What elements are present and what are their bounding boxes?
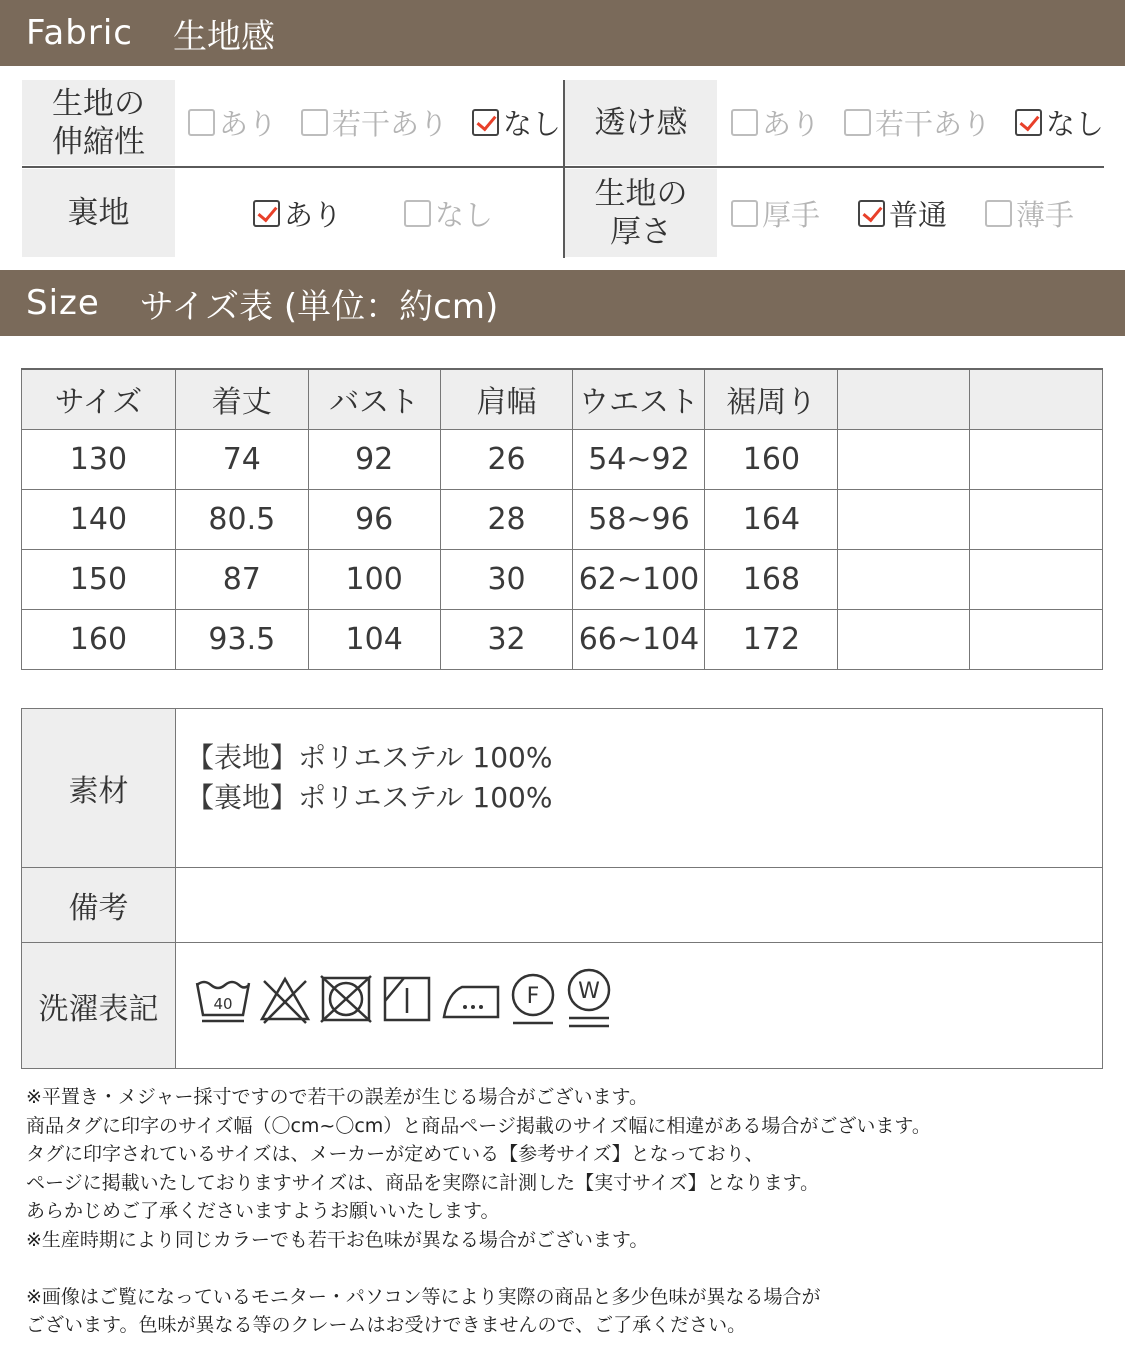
lining-label: [22, 169, 175, 257]
thickness-label-line1: 生地の: [594, 176, 688, 212]
option-label: 若干あり: [875, 107, 992, 141]
note-line: 商品タグに印字のサイズ幅（〇cm~〇cm）と商品ページ掲載のサイズ幅に相違がある場合がございます。: [26, 1114, 931, 1137]
cell: 130: [22, 429, 176, 489]
cell: 100: [308, 549, 440, 609]
remarks-row: [22, 868, 1103, 943]
thickness-option-thick[interactable]: [731, 193, 820, 234]
cell: [970, 489, 1103, 549]
cell: 172: [705, 609, 838, 669]
cell: 93.5: [175, 609, 308, 669]
drip-dry-shade-icon: [380, 971, 434, 1027]
sheer-option-yes[interactable]: [731, 102, 820, 143]
checkbox-icon: [985, 200, 1012, 227]
cell: 92: [308, 429, 440, 489]
cell: 104: [308, 609, 440, 669]
option-label: 薄手: [1016, 197, 1075, 232]
lining-label-text: 裏地: [67, 195, 130, 231]
checkbox-icon: [731, 200, 758, 227]
stretch-label-line2: 伸縮性: [52, 123, 145, 160]
cell: [838, 429, 970, 489]
option-label: なし: [1046, 107, 1105, 141]
sheer-label-text: 透け感: [594, 104, 688, 141]
cell: [838, 489, 970, 549]
size-header-jp: サイズ表 (単位：約cm): [139, 286, 499, 327]
table-row: [22, 609, 1103, 669]
stretch-option-yes[interactable]: [188, 102, 277, 143]
cell: 150: [22, 549, 176, 609]
thickness-option-normal[interactable]: [858, 193, 947, 234]
lining-option-no[interactable]: [404, 193, 493, 234]
sheer-options: [731, 80, 1104, 165]
option-label: 若干あり: [332, 107, 449, 141]
header-shoulder: 肩幅: [440, 369, 573, 429]
cell: 96: [308, 489, 440, 549]
stretch-option-slight[interactable]: [301, 102, 448, 143]
cell: 164: [705, 489, 838, 549]
option-label: あり: [762, 107, 821, 141]
material-row: [22, 709, 1103, 868]
size-table: [21, 368, 1103, 670]
remarks-label: 備考: [22, 868, 176, 943]
checkbox-icon: [188, 109, 215, 136]
cell: 62~100: [573, 549, 705, 609]
option-label: なし: [435, 197, 494, 232]
table-row: [22, 489, 1103, 549]
cell: 168: [705, 549, 838, 609]
laundry-content: [176, 943, 1103, 1069]
wet-clean-letter: W: [578, 978, 600, 1004]
thickness-label: [565, 169, 717, 257]
iron-low-icon: [440, 971, 502, 1027]
checkbox-icon: [404, 200, 431, 227]
note-line: ございます。色味が異なる等のクレームはお受けできませんので、ご了承ください。: [26, 1314, 747, 1336]
stretch-options: [188, 80, 585, 165]
info-table: [21, 708, 1103, 1069]
option-label: 厚手: [762, 197, 821, 232]
cell: 30: [440, 549, 573, 609]
no-bleach-icon: [258, 971, 312, 1027]
cell: [838, 549, 970, 609]
thickness-option-thin[interactable]: [985, 193, 1074, 234]
checkbox-icon: [844, 109, 871, 136]
cell: [970, 549, 1103, 609]
cell: 54~92: [573, 429, 705, 489]
size-header-en: Size: [26, 283, 100, 323]
cell: 74: [175, 429, 308, 489]
cell: 80.5: [175, 489, 308, 549]
checked-checkbox-icon: [472, 109, 499, 136]
material-content: [176, 709, 1103, 868]
header-waist: ウエスト: [573, 369, 705, 429]
option-label: なし: [503, 107, 562, 141]
table-row: [22, 429, 1103, 489]
option-label: あり: [219, 107, 278, 141]
material-line-lining: 【裏地】ポリエステル 100%: [186, 781, 553, 814]
fabric-section-header: [0, 0, 1125, 66]
cell: 58~96: [573, 489, 705, 549]
checked-checkbox-icon: [253, 200, 280, 227]
thickness-label-line2: 厚さ: [610, 214, 672, 250]
cell: 140: [22, 489, 176, 549]
dry-clean-letter: F: [526, 983, 540, 1009]
table-row: [22, 549, 1103, 609]
sheer-option-none[interactable]: [1015, 102, 1104, 143]
stretch-label: [22, 80, 175, 165]
stretch-label-line1: 生地の: [52, 85, 145, 122]
header-hem: 裾周り: [705, 369, 838, 429]
thickness-options: [731, 169, 1074, 257]
note-line: あらかじめご了承くださいますようお願いいたします。: [26, 1200, 500, 1222]
note-line: ページに掲載いたしておりますサイズは、商品を実際に計測した【実寸サイズ】となります。: [26, 1171, 820, 1194]
header-empty: [970, 369, 1103, 429]
lining-option-yes[interactable]: [253, 193, 342, 234]
cell: [838, 609, 970, 669]
checked-checkbox-icon: [1015, 109, 1042, 136]
cell: 160: [22, 609, 176, 669]
laundry-row: [22, 943, 1103, 1069]
sheer-label: [565, 80, 717, 165]
header-bust: バスト: [308, 369, 440, 429]
no-tumble-dry-icon: [318, 971, 374, 1027]
cell: 66~104: [573, 609, 705, 669]
header-empty: [838, 369, 970, 429]
material-line-outer: 【表地】ポリエステル 100%: [186, 741, 553, 774]
header-length: 着丈: [175, 369, 308, 429]
fabric-header-jp: 生地感: [172, 16, 275, 57]
remarks-content: [176, 868, 1103, 943]
header-size: サイズ: [22, 369, 176, 429]
checkbox-icon: [301, 109, 328, 136]
material-label: 素材: [22, 709, 176, 868]
note-line: ※平置き・メジャー採寸ですので若干の誤差が生じる場合がございます。: [26, 1086, 649, 1108]
laundry-label: 洗濯表記: [22, 943, 176, 1069]
wash-temp-text: 40: [213, 994, 233, 1013]
checked-checkbox-icon: [858, 200, 885, 227]
disclaimer-notes: [26, 1083, 931, 1340]
note-line: タグに印字されているサイズは、メーカーが定めている【参考サイズ】となっており、: [26, 1143, 764, 1165]
option-label: 普通: [889, 197, 948, 232]
stretch-option-none[interactable]: [472, 102, 561, 143]
dry-clean-f-icon: [508, 969, 558, 1029]
fabric-header-en: Fabric: [26, 13, 133, 53]
checkbox-icon: [731, 109, 758, 136]
wet-clean-w-icon: [564, 966, 614, 1032]
size-table-header-row: [22, 369, 1103, 429]
cell: 26: [440, 429, 573, 489]
cell: 28: [440, 489, 573, 549]
lining-options: [253, 169, 517, 257]
option-label: あり: [284, 197, 343, 232]
sheer-option-slight[interactable]: [844, 102, 991, 143]
note-line: [26, 1254, 931, 1283]
cell: 87: [175, 549, 308, 609]
note-line: ※画像はご覧になっているモニター・パソコン等により実際の商品と多少色味が異なる場合が: [26, 1285, 821, 1308]
note-line: ※生産時期により同じカラーでも若干お色味が異なる場合がございます。: [26, 1228, 649, 1251]
cell: [970, 429, 1103, 489]
wash-40-icon: [194, 971, 252, 1027]
cell: 160: [705, 429, 838, 489]
cell: [970, 609, 1103, 669]
cell: 32: [440, 609, 573, 669]
size-section-header: [0, 270, 1125, 336]
